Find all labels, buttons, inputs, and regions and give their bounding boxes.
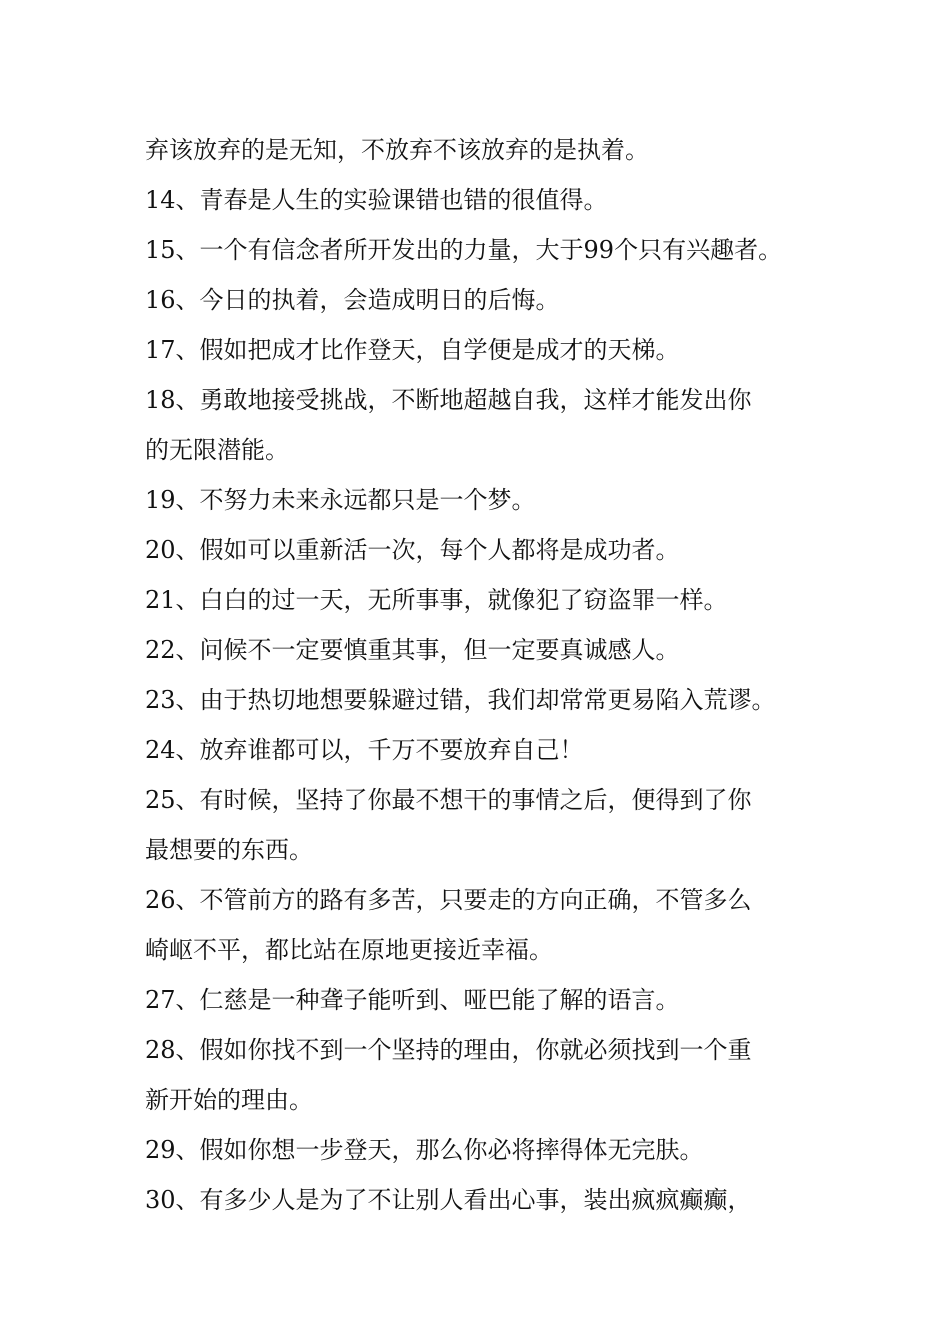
- text-line: 15、一个有信念者所开发出的力量，大于99个只有兴趣者。: [145, 236, 783, 264]
- text-line: 20、假如可以重新活一次，每个人都将是成功者。: [145, 536, 680, 564]
- text-body: [145, 125, 815, 1225]
- text-line: 24、放弃谁都可以，千万不要放弃自己！: [145, 736, 584, 764]
- text-line: 25、有时候，坚持了你最不想干的事情之后，便得到了你: [145, 786, 752, 814]
- text-line: 28、假如你找不到一个坚持的理由，你就必须找到一个重: [145, 1036, 752, 1064]
- text-line: 18、勇敢地接受挑战，不断地超越自我，这样才能发出你: [145, 386, 752, 414]
- text-line: 29、假如你想一步登天，那么你必将摔得体无完肤。: [145, 1136, 704, 1164]
- text-line: 16、今日的执着，会造成明日的后悔。: [145, 286, 560, 314]
- text-line: 最想要的东西。: [145, 836, 313, 864]
- text-line: 新开始的理由。: [145, 1086, 313, 1114]
- text-line: 27、仁慈是一种聋子能听到、哑巴能了解的语言。: [145, 986, 680, 1014]
- text-line: 23、由于热切地想要躲避过错，我们却常常更易陷入荒谬。: [145, 686, 776, 714]
- text-line: 崎岖不平，都比站在原地更接近幸福。: [145, 936, 553, 964]
- text-line: 17、假如把成才比作登天，自学便是成才的天梯。: [145, 336, 680, 364]
- text-line: 19、不努力未来永远都只是一个梦。: [145, 486, 536, 514]
- text-line: 14、青春是人生的实验课错也错的很值得。: [145, 186, 608, 214]
- text-line: 弃该放弃的是无知，不放弃不该放弃的是执着。: [145, 136, 649, 164]
- text-line: 的无限潜能。: [145, 436, 289, 464]
- text-line: 22、问候不一定要慎重其事，但一定要真诚感人。: [145, 636, 680, 664]
- text-line: 30、有多少人是为了不让别人看出心事，装出疯疯癫癫，: [145, 1186, 752, 1214]
- text-line: 26、不管前方的路有多苦，只要走的方向正确，不管多么: [145, 886, 752, 914]
- text-line: 21、白白的过一天，无所事事，就像犯了窃盗罪一样。: [145, 586, 728, 614]
